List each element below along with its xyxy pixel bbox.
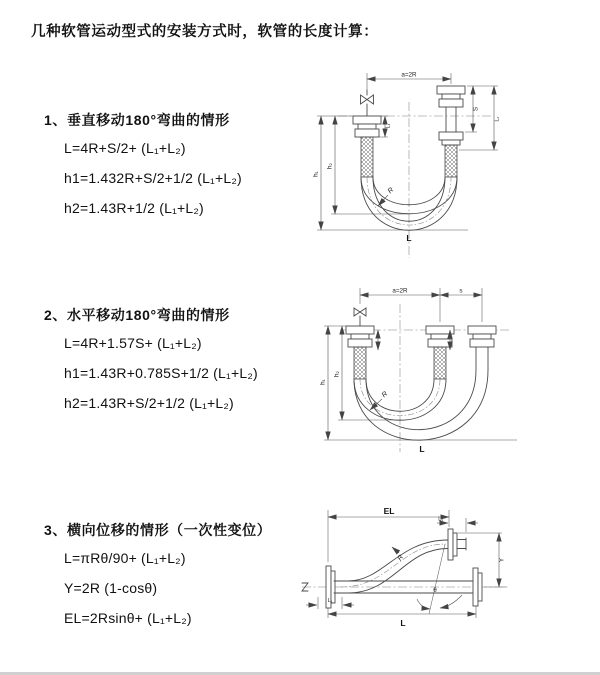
dimension-l1-top (437, 517, 478, 533)
hose-u-bend (354, 370, 488, 440)
braided-hose-section (354, 347, 366, 379)
left-end-fitting (346, 326, 374, 379)
formula-el: EL=2Rsinθ+ (L₁+L₂) (64, 610, 192, 626)
dim-label-radius: R (380, 390, 390, 400)
diagram-horizontal-180-bend (312, 282, 524, 466)
dim-label-length: L (400, 618, 406, 628)
dim-label-span: a=2R (401, 71, 417, 79)
upper-flange (448, 529, 466, 560)
dim-label-y: Y (498, 557, 506, 563)
dim-label-shift: s (459, 287, 463, 295)
section-3-heading: 3、横向位移的情形（一次性变位） (44, 522, 272, 538)
dim-label-radius: R (396, 553, 406, 563)
braided-hose-section (434, 347, 446, 379)
section-1-heading: 1、垂直移动180°弯曲的情形 (44, 112, 230, 128)
dimension-length (328, 606, 476, 628)
dimension-radius (370, 391, 389, 410)
dim-label-h2: h₂ (326, 163, 334, 169)
dim-label-length: L (419, 444, 425, 454)
dim-label-radius: R (386, 186, 396, 196)
formula-length: L=4R+1.57S+ (L₁+L₂) (64, 335, 202, 351)
dim-label-h1: h₁ (312, 171, 320, 177)
dim-label-h2: h₂ (333, 371, 341, 377)
dim-label-l1: L₁ (385, 123, 392, 129)
dim-label-h1: h₁ (319, 379, 327, 385)
dim-label-s: S (472, 106, 480, 112)
section-2-heading: 2、水平移动180°弯曲的情形 (44, 307, 230, 323)
valve-icon (361, 90, 374, 116)
dimension-span-and-shift (360, 288, 482, 323)
formula-length: L=4R+S/2+ (L₁+L₂) (64, 140, 186, 156)
dimension-el (328, 506, 449, 562)
dim-label-span: a=2R (392, 287, 408, 295)
page-title: 几种软管运动型式的安装方式时，软管的长度计算： (31, 24, 379, 40)
hose-s-curve (334, 540, 448, 593)
dim-label-length: L (406, 233, 412, 243)
braided-hose-section (361, 137, 373, 177)
dim-label-theta: θ (433, 587, 437, 594)
braided-hose-section (445, 145, 457, 177)
left-end-fitting (353, 116, 381, 177)
formula-h1: h1=1.432R+S/2+1/2 (L₁+L₂) (64, 170, 242, 186)
diagram-lateral-displacement (296, 502, 546, 646)
dim-label-l1: L₁ (438, 516, 443, 523)
right-end-fitting (437, 86, 465, 177)
valve-icon (354, 308, 366, 326)
right-flange (473, 568, 482, 606)
diagram-vertical-180-bend (308, 64, 508, 260)
formula-length: L=πRθ/90+ (L₁+L₂) (64, 550, 186, 566)
formula-h1: h1=1.43R+0.785S+1/2 (L₁+L₂) (64, 365, 258, 381)
shifted-end-fitting (468, 326, 496, 370)
dim-label-el: EL (383, 506, 395, 516)
formula-y: Y=2R (1-cosθ) (64, 580, 158, 596)
dim-label-l1: L₁ (327, 598, 333, 604)
dimension-radius (378, 187, 395, 206)
dimension-s-l2 (459, 86, 501, 150)
formula-h2: h2=1.43R+1/2 (L₁+L₂) (64, 200, 204, 216)
dim-label-l2: L₂ (494, 116, 501, 122)
formula-h2: h2=1.43R+S/2+1/2 (L₁+L₂) (64, 395, 234, 411)
